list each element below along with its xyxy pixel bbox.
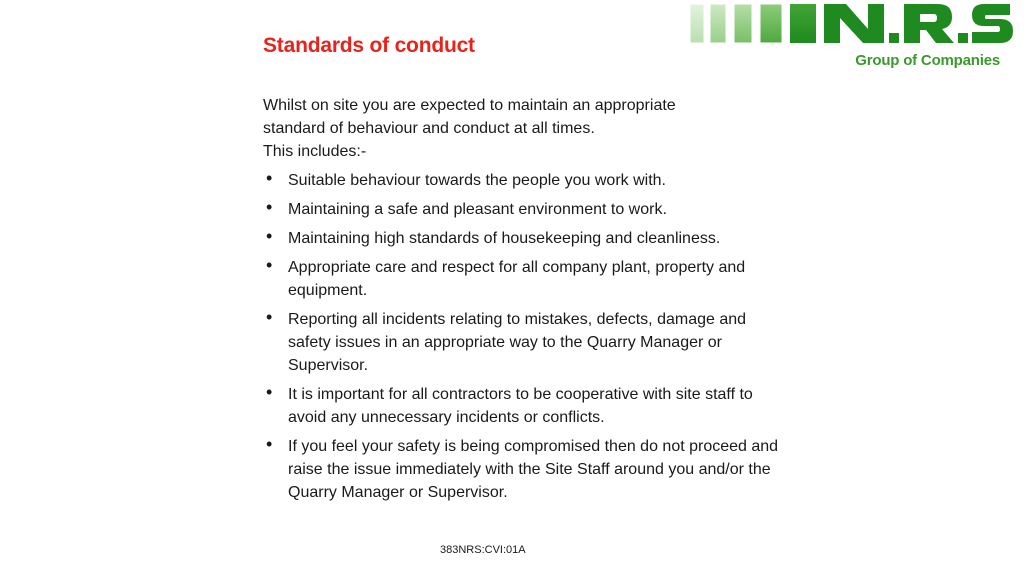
intro-line: This includes:- [263,143,367,160]
conduct-list [263,169,783,504]
bullet-icon: • [266,226,273,246]
slide-title: Standards of conduct [263,34,475,57]
intro-line: Whilst on site you are expected to maintain an appropriate [263,97,676,114]
list-item-text: Maintaining high standards of housekeeping and cleanliness. [288,230,721,247]
list-item [263,227,783,250]
list-item-text: Reporting all incidents relating to mistakes, defects, damage and safety issues in an appropriate way to the Quarry Manager or Supervisor. [288,311,747,374]
list-item [263,169,783,192]
logo-graphic [688,3,1014,47]
bullet-icon: • [266,197,273,217]
list-item-text: Suitable behaviour towards the people you work with. [288,172,666,189]
intro-paragraph [263,94,783,163]
list-item-text: Appropriate care and respect for all company plant, property and equipment. [288,259,746,299]
bullet-icon: • [266,168,273,188]
intro-line: standard of behaviour and conduct at all times. [263,120,595,137]
list-item-text: Maintaining a safe and pleasant environment to work. [288,201,667,218]
list-item [263,435,783,504]
list-item [263,383,783,429]
bullet-icon: • [266,382,273,402]
list-item-text: If you feel your safety is being compromised then do not proceed and raise the issue immediately with the Site Staff around you and/or the Quarry Manager or Supervisor. [288,438,779,501]
bullet-icon: • [266,434,273,454]
bullet-icon: • [266,307,273,327]
list-item-text: It is important for all contractors to be cooperative with site staff to avoid any unnecessary incidents or conflicts. [288,386,753,426]
slide-body [263,94,783,510]
company-logo [688,3,1014,69]
bullet-icon: • [266,255,273,275]
list-item [263,308,783,377]
document-code: 383NRS:CVI:01A [440,544,526,556]
logo-tagline: Group of Companies [855,52,1000,69]
list-item [263,256,783,302]
list-item [263,198,783,221]
